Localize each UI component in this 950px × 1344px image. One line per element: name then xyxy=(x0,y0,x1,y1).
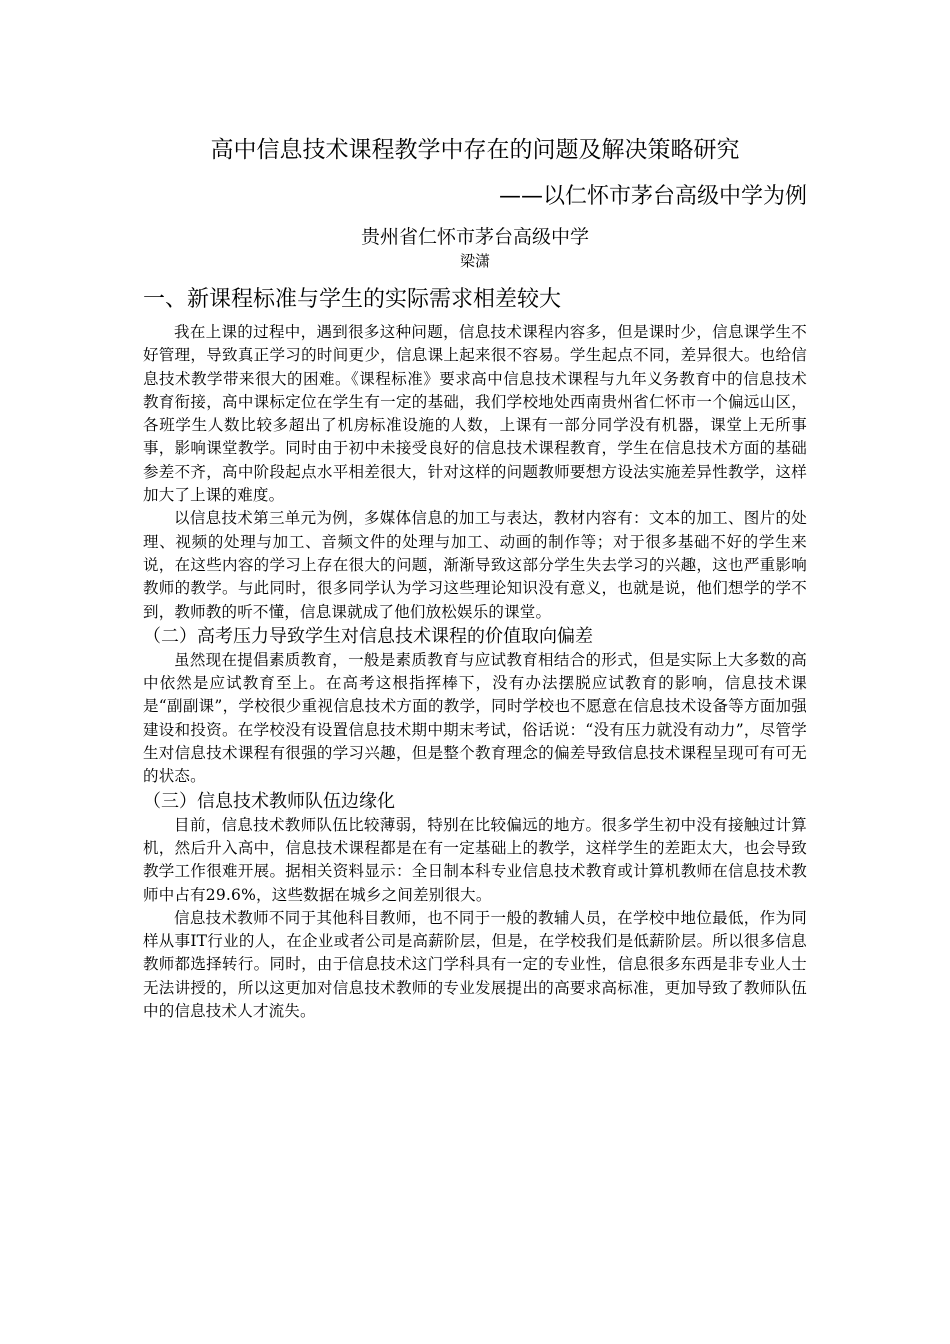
paragraph: 虽然现在提倡素质教育，一般是素质教育与应试教育相结合的形式，但是实际上大多数的高中依然是应试教育至上。在高考这根指挥棒下，没有办法摆脱应试教育的影响，信息技术课是“副副课”，学校很少重视信息技术方面的教学，同时学校也不愿意在信息技术设备等方面加强建设和投资。在学校没有设置信息技术期中期末考试，俗话说：“没有压力就没有动力”，尽管学生对信息技术课程有很强的学习兴趣，但是整个教育理念的偏差导致信息技术课程呈现可有可无的状态。 xyxy=(143,650,807,786)
section-heading-2: （二）高考压力导致学生对信息技术课程的价值取向偏差 xyxy=(143,625,593,647)
document-subtitle: ——以仁怀市茅台高级中学为例 xyxy=(498,184,807,209)
document-title: 高中信息技术课程教学中存在的问题及解决策略研究 xyxy=(210,137,740,163)
author-affiliation: 贵州省仁怀市茅台高级中学 xyxy=(360,226,589,248)
document-body xyxy=(143,283,807,1023)
paragraph: 目前，信息技术教师队伍比较薄弱，特别在比较偏远的地方。很多学生初中没有接触过计算机，然后升入高中，信息技术课程都是在有一定基础上的教学，这样学生的差距太大，也会导致教学工作很难开展。据相关资料显示：全日制本科专业信息技术教育或计算机教师在信息技术教师中占有29.6%，这些数据在城乡之间差别很大。 xyxy=(143,815,807,904)
paragraph: 我在上课的过程中，遇到很多这种问题，信息技术课程内容多，但是课时少，信息课学生不好管理，导致真正学习的时间更少，信息课上起来很不容易。学生起点不同，差异很大。也给信息技术教学带来很大的困难。《课程标准》要求高中信息技术课程与九年义务教育中的信息技术教育衔接，高中课标定位在学生有一定的基础，我们学校地处西南贵州省仁怀市一个偏远山区，各班学生人数比较多超出了机房标准设施的人数，上课有一部分同学没有机器，课堂上无所事事，影响课堂教学。同时由于初中未接受良好的信息技术课程教育，学生在信息技术方面的基础参差不齐，高中阶段起点水平相差很大，针对这样的问题教师要想方设法实施差异性教学，这样加大了上课的难度。 xyxy=(143,323,807,505)
section-heading-3: （三）信息技术教师队伍边缘化 xyxy=(143,790,395,812)
section-heading-1: 一、新课程标准与学生的实际需求相差较大 xyxy=(143,287,562,312)
author-name: 梁潇 xyxy=(459,252,490,270)
paragraph: 信息技术教师不同于其他科目教师，也不同于一般的教辅人员，在学校中地位最低，作为同样从事IT行业的人，在企业或者公司是高薪阶层，但是，在学校我们是低薪阶层。所以很多信息教师都选择转行。同时，由于信息技术这门学科具有一定的专业性，信息很多东西是非专业人士无法讲授的，所以这更加对信息技术教师的专业发展提出的高要求高标准，更加导致了教师队伍中的信息技术人才流失。 xyxy=(143,908,807,1021)
paragraph: 以信息技术第三单元为例，多媒体信息的加工与表达，教材内容有：文本的加工、图片的处理、视频的处理与加工、音频文件的处理与加工、动画的制作等；对于很多基础不好的学生来说，在这些内容的学习上存在很大的问题，渐渐导致这部分学生失去学习的兴趣，这也严重影响教师的教学。与此同时，很多同学认为学习这些理论知识没有意义，也就是说，他们想学的学不到，教师教的听不懂，信息课就成了他们放松娱乐的课堂。 xyxy=(143,509,807,621)
